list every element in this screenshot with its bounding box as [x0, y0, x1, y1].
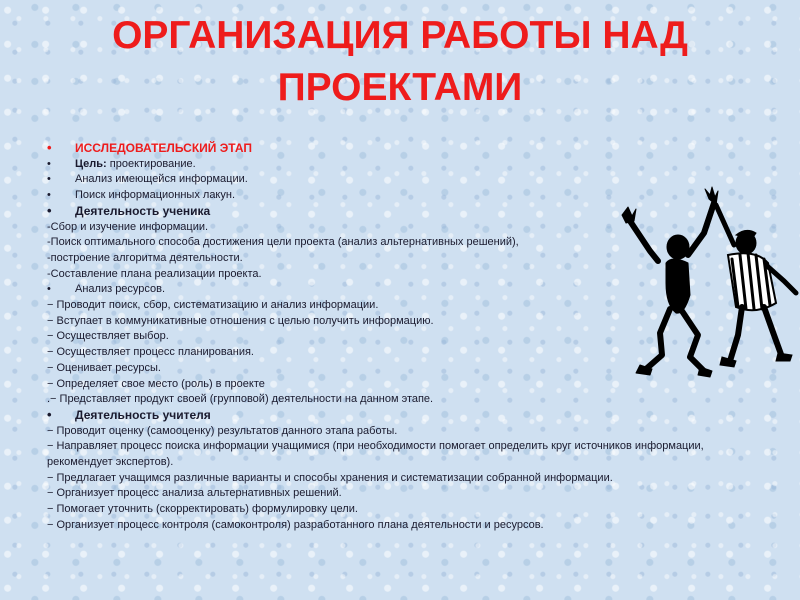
teacher-line: − Предлагает учащимся различные варианты и способы хранения и систематизации собранной информации. — [47, 471, 613, 484]
student-action: − Определяет свое место (роль) в проекте — [47, 377, 265, 390]
title-line-2: ПРОЕКТАМИ — [277, 66, 523, 109]
teacher-heading: • Деятельность учителя — [47, 406, 211, 422]
student-line: -построение алгоритма деятельности. — [47, 251, 243, 264]
goal-label: Цель: — [75, 157, 107, 170]
student-action: − Осуществляет процесс планирования. — [47, 346, 254, 359]
stage-heading: • ИССЛЕДОВАТЕЛЬСКИЙ ЭТАП — [47, 140, 252, 155]
student-line: -Поиск оптимального способа достижения цели проекта (анализ альтернативных решений), — [47, 236, 519, 249]
student-action: − Вступает в коммуникативные отношения с целью получить информацию. — [47, 314, 434, 327]
student-action: .− Представляет продукт своей (групповой) деятельности на данном этапе. — [47, 393, 434, 406]
slide-title — [0, 10, 800, 114]
teacher-line: − Помогает уточнить (скорректировать) формулировку цели. — [47, 503, 358, 516]
bullet: • — [47, 189, 51, 202]
black-figure — [622, 187, 718, 377]
bullet: • — [47, 140, 52, 155]
student-action: − Оценивает ресурсы. — [47, 361, 161, 374]
bullet: • — [47, 406, 52, 422]
student-action: − Проводит поиск, сбор, систематизацию и анализ информации. — [47, 299, 379, 312]
teacher-line: − Направляет процесс поиска информации учащимися (при необходимости помогает определить круг источников информации, рекомендует экспертов). — [47, 440, 704, 469]
goal-text: проектирование. — [106, 157, 196, 170]
bullet: • — [47, 283, 51, 296]
student-heading: • Деятельность ученика — [47, 202, 211, 218]
student-line: -Составление плана реализации проекта. — [47, 267, 262, 280]
student-action: − Осуществляет выбор. — [47, 330, 169, 343]
title-line-1: ОРГАНИЗАЦИЯ РАБОТЫ НАД — [112, 14, 688, 57]
student-line: -Сбор и изучение информации. — [47, 220, 209, 233]
resources-line: • Анализ ресурсов. — [47, 282, 787, 298]
gaps-line: • Поиск информационных лакун. — [47, 188, 787, 204]
dancing-figures-illustration — [606, 185, 800, 380]
bullet: • — [47, 173, 51, 186]
analysis-line: • Анализ имеющейся информации. — [47, 172, 787, 188]
teacher-line: − Организует процесс контроля (самоконтроля) разработанного плана деятельности и ресурсов. — [47, 518, 544, 531]
bullet: • — [47, 202, 52, 218]
bullet: • — [47, 157, 51, 170]
teacher-line: − Организует процесс анализа альтернативных решений. — [47, 487, 342, 500]
goal-line — [47, 157, 787, 173]
striped-figure — [716, 205, 796, 367]
teacher-line: − Проводит оценку (самооценку) результатов данного этапа работы. — [47, 424, 398, 437]
